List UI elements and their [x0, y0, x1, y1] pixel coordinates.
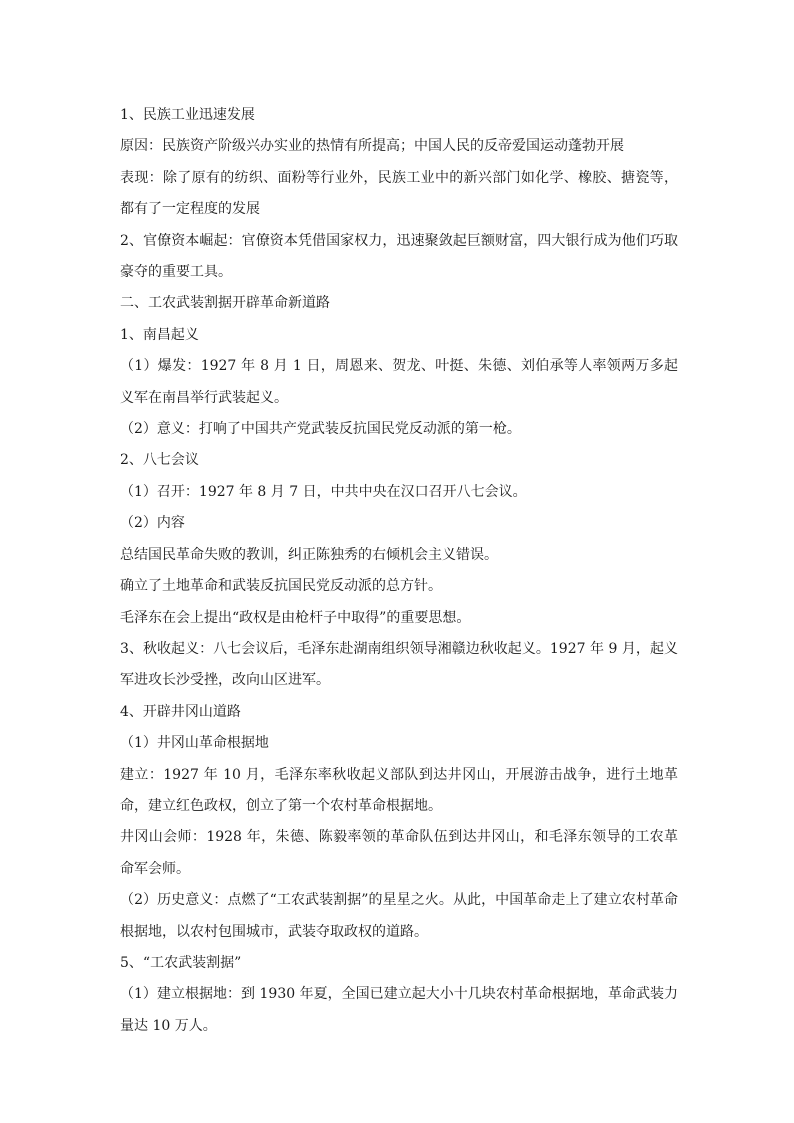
paragraph-meeting-content-1: 总结国民革命失败的教训，纠正陈独秀的右倾机会主义错误。 [120, 546, 498, 563]
heading-nanchang-uprising: 1、南昌起义 [120, 326, 199, 343]
paragraph-jinggangshan-base-heading: （1）井冈山革命根据地 [120, 735, 269, 752]
paragraph-historical-significance: （2）历史意义：点燃了“工农武装割据”的星星之火。从此，中国革命走上了建立农村革命根据地，以农村包围城市，武装夺取政权的道路。 [120, 892, 678, 940]
document-body [120, 100, 678, 1042]
paragraph-meeting-content-heading: （2）内容 [120, 515, 185, 532]
paragraph-nanchang-significance: （2）意义：打响了中国共产党武装反抗国民党反动派的第一枪。 [120, 421, 521, 438]
paragraph-base-establishment: （1）建立根据地：到 1930 年夏，全国已建立起大小十几块农村革命根据地，革命武装力量达 10 万人。 [120, 986, 678, 1034]
paragraph-jinggangshan-meeting: 井冈山会师：1928 年，朱德、陈毅率领的革命队伍到达井冈山，和毛泽东领导的工农革命军会师。 [120, 829, 678, 877]
paragraph-autumn-harvest-uprising: 3、秋收起义：八七会议后，毛泽东赴湖南组织领导湘赣边秋收起义。1927 年 9 月，起义军进攻长沙受挫，改向山区进军。 [120, 640, 678, 689]
section-heading-armed-separatism: 二、工农武装割据开辟革命新道路 [120, 295, 330, 312]
paragraph-nanchang-outbreak: （1）爆发：1927 年 8 月 1 日，周恩来、贺龙、叶挺、朱德、刘伯承等人率领两万多起义军在南昌举行武装起义。 [120, 358, 678, 406]
paragraph-cause: 原因：民族资产阶级兴办实业的热情有所提高；中国人民的反帝爱国运动蓬勃开展 [120, 138, 624, 155]
paragraph-jinggangshan-establishment: 建立：1927 年 10 月，毛泽东率秋收起义部队到达井冈山，开展游击战争，进行土地革命，建立红色政权，创立了第一个农村革命根据地。 [120, 766, 678, 814]
heading-jinggangshan-road: 4、开辟井冈山道路 [120, 703, 241, 720]
heading-national-industry: 1、民族工业迅速发展 [120, 107, 255, 123]
paragraph-meeting-content-3: 毛泽东在会上提出“政权是由枪杆子中取得”的重要思想。 [120, 609, 471, 626]
heading-armed-separatism: 5、“工农武装割据” [120, 954, 242, 971]
paragraph-meeting-content-2: 确立了土地革命和武装反抗国民党反动派的总方针。 [120, 578, 442, 595]
paragraph-manifestation: 表现：除了原有的纺织、面粉等行业外，民族工业中的新兴部门如化学、橡胶、搪瓷等，都有了一定程度的发展 [120, 169, 678, 218]
paragraph-bureaucratic-capital: 2、官僚资本崛起：官僚资本凭借国家权力，迅速聚敛起巨额财富，四大银行成为他们巧取豪夺的重要工具。 [120, 232, 678, 281]
heading-august-seventh-meeting: 2、八七会议 [120, 452, 199, 469]
paragraph-meeting-convened: （1）召开：1927 年 8 月 7 日，中共中央在汉口召开八七会议。 [120, 483, 527, 500]
